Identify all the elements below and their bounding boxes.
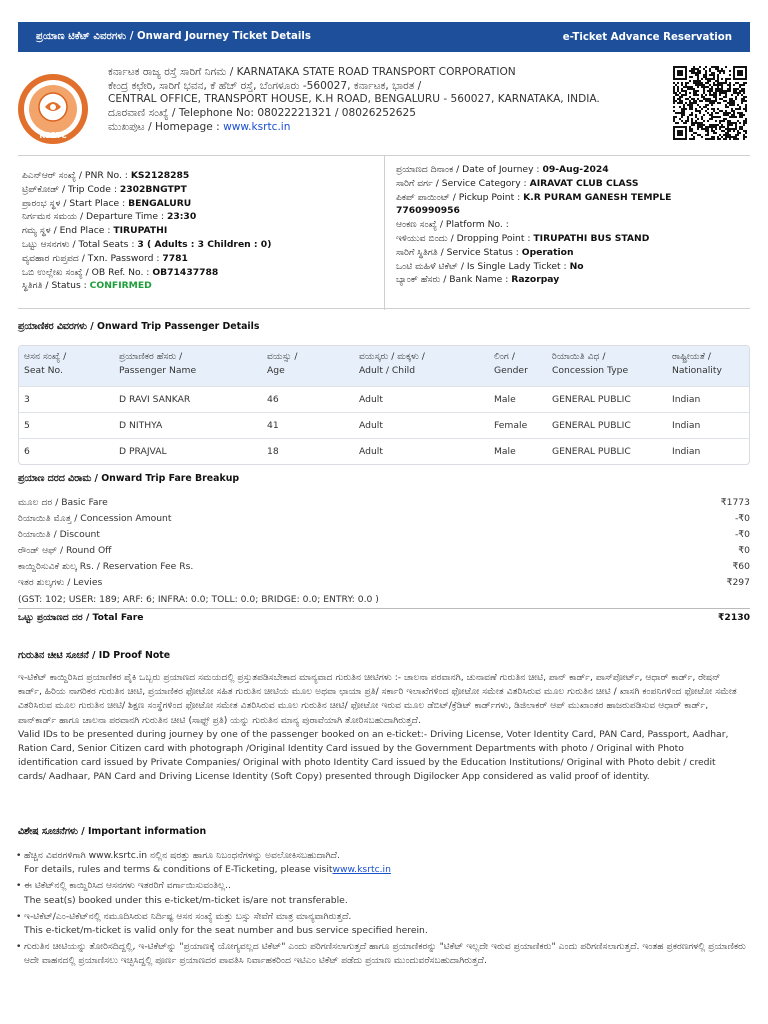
important-list [16,849,748,971]
detail-value: TIRUPATHI BUS STAND [533,232,650,244]
detail-label: ಟ್ರಿಪ್‌ಕೋಡ್ / Trip Code : [22,183,120,195]
fare-label: ಇತರ ಶುಲ್ಕಗಳು / Levies [18,577,103,589]
info-kn: ಹೆಚ್ಚಿನ ವಿವರಗಳಿಗಾಗಿ www.ksrtc.in ನಲ್ಲಿನ ಷರತ್ತು ಹಾಗೂ ನಿಬಂಧನೆಗಳನ್ನು ಅವಲೋಕಿಸಬಹುದಾಗಿದೆ. [24,850,340,861]
table-cell: Indian [667,386,749,412]
fare-breakup [18,495,750,623]
journey-details [18,155,750,309]
fare-value: ₹60 [732,561,750,573]
detail-value: 7781 [162,252,188,264]
org-telephone: ದೂರವಾಣಿ ಸಂಖ್ಯೆ / Telephone No: 08022221321 / 08026252625 [108,107,416,120]
table-cell: Adult [354,386,489,412]
details-divider [384,156,385,310]
detail-label: ನಿರ್ಗಮನ ಸಮಯ / Departure Time : [22,211,167,223]
detail-label: ಇಳಿಯುವ ಬಿಂದು / Dropping Point : [396,232,534,244]
detail-label: ಒಂಟಿ ಮಹಿಳೆ ಟಿಕೆಟ್ / Is Single Lady Ticket : [396,260,570,272]
info-en: This e-ticket/m-ticket is valid only for the seat number and bus service specified herein. [24,925,428,937]
header-title: ಪ್ರಯಾಣ ಟಿಕೆಟ್ ವಿವರಗಳು / Onward Journey Ticket Details [36,31,311,42]
fare-row [18,527,750,543]
table-cell: 41 [262,412,354,438]
detail-label: ಪಿಎನ್ಆರ್ ಸಂಖ್ಯೆ / PNR No. : [22,170,131,181]
detail-row [396,273,671,287]
fare-label: ಕಾಯ್ದಿರಿಸುವಿಕೆ ಶುಲ್ಕ Rs. / Reservation Fee Rs. [18,561,194,573]
table-cell: 18 [262,438,354,464]
fare-value: ₹297 [726,577,750,589]
passenger-table [18,345,750,465]
gst-breakup: (GST: 102; USER: 189; ARF: 6; INFRA: 0.0; TOLL: 0.0; BRIDGE: 0.0; ENTRY: 0.0 ) [18,593,379,605]
detail-label: ಆಂಕಣ ಸಂಖ್ಯೆ / Platform No. : [396,219,509,231]
total-fare-row [18,608,750,623]
org-address-kn: ಕೇಂದ್ರ ಕಛೇರಿ, ಸಾರಿಗೆ ಭವನ, ಕೆ ಹೆಚ್ ರಸ್ತೆ, ಬೆಂಗಳೂರು -560027, ಕರ್ನಾಟಕ, ಭಾರತ / [108,79,422,92]
table-row [19,386,749,412]
table-cell: Indian [667,438,749,464]
table-cell: 3 [19,386,114,412]
column-header: ವಯಸ್ಸು / Age [262,346,354,386]
info-kn: ಗುರುತಿನ ಚೀಟಿಯನ್ನು ತೋರಿಸದಿದ್ದಲ್ಲಿ, ಇ-ಟಿಕೆಟ್‌ನ್ನು "ಪ್ರಯಾಣಕ್ಕೆ ಯೋಗ್ಯವಲ್ಲದ ಟಿಕೆಟ್" ಎಂದು ಪರಿಗಣಿಸಲಾಗುತ್ತದೆ ಹಾಗೂ ಪ್ರಯಾಣಿಕರನ್ನು "ಟಿಕೆಟ್ ಇಲ್ಲದೇ ಇರುವ ಪ್ರಯಾಣಿಕರು" ಎಂದು ಪರಿಗಣಿಸಲಾಗುತ್ತದೆ. ಇಂತಹ ಪ್ರಕರಣಗಳಲ್ಲಿ ಪ್ರಯಾಣಿಕರು ಆದೇ ವಾಹನದಲ್ಲಿ ಪ್ರಯಾಣಿಸಲು ಇಚ್ಛಿಸಿದ್ದಲ್ಲಿ ಪೂರ್ಣ ಪ್ರಯಾಣದರ ಪಾವತಿಸಿ ನಿರ್ವಾಹಕರಿಂದ ಇಟಿಎಂ ಟಿಕೆಟ್ ಪಡೆದು ಪ್ರಯಾಣ ಮುಂದುವರೆಸಬಹುದಾಗಿರುತ್ತದೆ. [24,941,746,967]
info-kn: ಇ-ಟಿಕೆಟ್/ಎಂ-ಟಿಕೆಟ್‌ನಲ್ಲಿ ನಮೂದಿಸಿರುವ ನಿರ್ದಿಷ್ಟ ಆಸನ ಸಂಖ್ಯೆ ಮತ್ತು ಬಸ್ಸು ಸೇವೆಗೆ ಮಾತ್ರ ಮಾನ್ಯವಾಗಿರುತ್ತದೆ. [24,910,352,922]
detail-value: BENGALURU [128,197,192,209]
detail-row [396,163,671,177]
detail-row [22,169,271,183]
column-header: ಪ್ರಯಾಣಿಕರ ಹೆಸರು / Passenger Name [114,346,262,386]
fare-value: -₹0 [734,513,750,525]
qr-code [673,66,747,140]
logo-text: KSRTC [39,131,67,140]
detail-row [396,260,671,274]
id-proof-kn: ಇ-ಟಿಕೆಟ್ ಕಾಯ್ದಿರಿಸಿದ ಪ್ರಯಾಣಿಕರ ಪೈಕಿ ಒಬ್ಬರು ಪ್ರಯಾಣದ ಸಮಯದಲ್ಲಿ ಪ್ರಸ್ತುತಪಡಿಸಬೇಕಾದ ಮಾನ್ಯವಾದ ಗುರುತಿನ ಚೀಟಿಗಳು :- ಚಾಲನಾ ಪರವಾನಗಿ, ಚುನಾವಣೆ ಗುರುತಿನ ಚೀಟಿ, ಪಾನ್ ಕಾರ್ಡ್, ಪಾಸ್‌ಪೋರ್ಟ್, ಆಧಾರ್ ಕಾರ್ಡ್, ರೇಷನ್ ಕಾರ್ಡ್, ಹಿರಿಯ ನಾಗರಿಕರ ಗುರುತಿನ ಚೀಟಿ, ಪ್ರಯಾಣಿಕರ ಫೋಟೋ ಸಹಿತ ಗುರುತಿನ ಚೀಟಿಯ ಮೂಲ ಅಥವಾ ಛಾಯಾ ಪ್ರತಿ/ ಸರ್ಕಾರಿ ಇಲಾಖೆಗಳಿಂದ ಫೋಟೋ ಸಮೇತ ವಿತರಿಸಿರುವ ಮೂಲ ಗುರುತಿನ ಚೀಟಿ / ಖಾಸಗಿ ಕಂಪನಿಗಳಿಂದ ಫೋಟೋ ಸಮೇತ ವಿತರಿಸಿರುವ ಮೂಲ ಗುರುತಿನ ಚೀಟಿ/ ಶಿಕ್ಷಣ ಸಂಸ್ಥೆಗಳಿಂದ ಫೋಟೋ ಸಮೇತ ವಿತರಿಸಿರುವ ಮೂಲ ಗುರುತಿನ ಚೀಟಿ/ ಫೋಟೋ ಇರುವ ಮೂಲ ಡೆಬಿಟ್/ಕ್ರೆಡಿಟ್ ಕಾರ್ಡ್‌ಗಳು, ಡಿಜಿಲಾಕರ್ ಆಪ್ ಮುಖಾಂತರ ಹಾಜರುಪಡಿಸುವ ಆಧಾರ್ ಕಾರ್ಡ್, ಪಾನ್‌ಕಾರ್ಡ್ ಹಾಗೂ ಚಾಲನಾ ಪರವಾನಗಿ ಗುರುತಿನ ಚೀಟಿ (ಸಾಫ್ಟ್ ಪ್ರತಿ) ಯನ್ನು ಗುರುತಿನ ಮಾನ್ಯ ಪುರಾವೆಯಾಗಿ ತೋರಿಸಬಹುದಾಗಿರುತ್ತದೆ. [18,672,737,726]
column-header: ರಾಷ್ಟ್ರೀಯತೆ / Nationality [667,346,749,386]
fare-row [18,559,750,575]
table-cell: 6 [19,438,114,464]
fare-label: ರೌಂಡ್ ಆಫ್ / Round Off [18,545,112,557]
org-homepage: ಮುಖಪುಟ / Homepage : www.ksrtc.in [108,120,291,133]
detail-value: 3 ( Adults : 3 Children : 0) [137,238,272,250]
detail-label: ಸ್ಥಿತಿಗತಿ / Status : [22,280,90,292]
important-title: ವಿಶೇಷ ಸೂಚನೆಗಳು / Important information [18,826,207,837]
detail-value: K.R PURAM GANESH TEMPLE [523,191,672,203]
fare-value: ₹0 [738,545,750,557]
id-proof-en: Valid IDs to be presented during journey by one of the passenger booked on an e-ticket:- Driving License, Voter Identity Card, PAN Card, Passport, Aadhar, Ration Card, Senior Citizen card with photograph /Original Identity Card issued by the Government Departments with photo / Original with Photo identification card issued by Private Companies/ Original with photo Identity Card issued by the Education Institutions/ Original with Photo debit / credit cards/ Aadhaar, PAN Card and Driving License Identity (Soft Copy) presented through Digilocker App considered as valid proof of identity. [18,728,729,783]
detail-row [396,232,671,246]
total-fare-value: ₹2130 [718,611,750,623]
detail-value: No [569,260,584,272]
detail-row [396,204,671,218]
detail-row [22,279,271,293]
detail-row [22,210,271,224]
table-cell: Male [489,438,547,464]
detail-row [396,218,671,232]
detail-label: ಪ್ರಯಾಣದ ದಿನಾಂಕ / Date of Journey : [396,164,543,175]
detail-value: AIRAVAT CLUB CLASS [529,177,639,189]
column-header: ಆಸನ ಸಂಖ್ಯೆ / Seat No. [19,346,114,386]
ksrtc-logo [16,72,90,146]
detail-value: 7760990956 [396,205,460,217]
fare-value: ₹1773 [720,497,750,508]
detail-label: ಪ್ರಾರಂಭ ಸ್ಥಳ / Start Place : [22,197,129,209]
detail-row [22,183,271,197]
detail-label: ಪಿಕಪ್ ಪಾಯಿಂಟ್ / Pickup Point : [396,191,524,203]
table-row [19,412,749,438]
detail-label: ಒಟ್ಟು ಆಸನಗಳು / Total Seats : [22,238,138,250]
left-details [22,169,271,293]
table-row [19,438,749,464]
header-reservation-type: e-Ticket Advance Reservation [562,31,732,43]
fare-label: ರಿಯಾಯಿತಿ / Discount [18,529,100,541]
detail-value: OB71437788 [152,266,219,278]
table-cell: D RAVI SANKAR [114,386,262,412]
detail-label: ವ್ಯವಹಾರ ಗುಪ್ತಪದ / Txn. Password : [22,252,163,264]
homepage-link[interactable]: www.ksrtc.in [223,120,291,133]
info-en: The seat(s) booked under this e-ticket/m-ticket is/are not transferable. [24,894,348,906]
table-cell: Adult [354,438,489,464]
detail-row [22,266,271,280]
fare-section-title: ಪ್ರಯಾಣ ದರದ ವಿರಾಮ / Onward Trip Fare Breakup [18,473,240,484]
detail-value: TIRUPATHI [113,225,168,237]
fare-label: ರಿಯಾಯಿತಿ ಮೊತ್ತ / Concession Amount [18,513,172,525]
detail-label: ಒಬಿ ಉಲ್ಲೇಖ ಸಂಖ್ಯೆ / OB Ref. No. : [22,266,153,278]
column-header: ರಿಯಾಯಿತಿ ವಿಧ / Concession Type [547,346,667,386]
passenger-section-title: ಪ್ರಯಾಣಿಕರ ವಿವರಗಳು / Onward Trip Passenger Details [18,321,260,332]
table-cell: GENERAL PUBLIC [547,412,667,438]
id-proof-note [18,671,746,785]
right-details [396,163,671,287]
detail-row [22,238,271,252]
passenger-table-header [19,346,749,386]
list-item [16,940,748,968]
org-address [108,66,600,135]
table-cell: 46 [262,386,354,412]
info-kn: ಈ ಟಿಕೆಟ್‌ನಲ್ಲಿ ಕಾಯ್ದಿರಿಸಿದ ಆಸನಗಳು ಇತರರಿಗೆ ವರ್ಗಾಯಿಸುವಂತಿಲ್ಲ.. [24,880,231,892]
table-cell: GENERAL PUBLIC [547,438,667,464]
table-cell: GENERAL PUBLIC [547,386,667,412]
ksrtc-link[interactable]: www.ksrtc.in [332,864,391,876]
table-cell: Indian [667,412,749,438]
fare-value: -₹0 [734,529,750,541]
detail-label: ಗಮ್ಯ ಸ್ಥಳ / End Place : [22,225,114,237]
detail-row [22,197,271,211]
ticket-header-bar [18,22,750,52]
column-header: ವಯಸ್ಕರು / ಮಕ್ಕಳು / Adult / Child [354,346,489,386]
detail-label: ಬ್ಯಾಂಕ್ ಹೆಸರು / Bank Name : [396,274,512,286]
table-cell: D PRAJVAL [114,438,262,464]
org-address-en: CENTRAL OFFICE, TRANSPORT HOUSE, K.H ROAD, BENGALURU - 560027, KARNATAKA, INDIA. [108,93,600,106]
fare-row [18,543,750,559]
detail-value: 2302BNGTPT [119,183,187,195]
detail-value: KS2128285 [130,170,190,181]
detail-value: Operation [521,246,574,258]
org-block [16,66,756,146]
fare-row [18,575,750,591]
detail-label: ಸಾರಿಗೆ ವರ್ಗ / Service Category : [396,177,530,189]
detail-value: Razorpay [511,274,560,286]
table-cell: Female [489,412,547,438]
fare-row [18,511,750,527]
detail-label: ಸಾರಿಗೆ ಸ್ಥಿತಿಗತಿ / Service Status : [396,246,522,258]
detail-row [22,224,271,238]
table-cell: D NITHYA [114,412,262,438]
detail-row [22,252,271,266]
org-name: ಕರ್ನಾಟಕ ರಾಜ್ಯ ರಸ್ತೆ ಸಾರಿಗೆ ನಿಗಮ / KARNATAKA STATE ROAD TRANSPORT CORPORATION [108,66,516,78]
id-proof-title: ಗುರುತಿನ ಚೀಟಿ ಸೂಚನೆ / ID Proof Note [18,650,171,661]
table-cell: Male [489,386,547,412]
list-item [16,910,748,938]
status-value: CONFIRMED [89,280,152,292]
detail-value: 09-Aug-2024 [542,164,609,175]
detail-row [396,177,671,191]
detail-row [396,246,671,260]
table-cell: 5 [19,412,114,438]
table-cell: Adult [354,412,489,438]
detail-value: 23:30 [166,211,197,223]
fare-row [18,495,750,511]
info-en: For details, rules and terms & conditions of E-Ticketing, please visitwww.ksrtc.in [24,864,391,876]
list-item [16,849,748,877]
fare-label: ಮೂಲ ದರ / Basic Fare [18,497,108,508]
list-item [16,879,748,907]
total-fare-label: ಒಟ್ಟು ಪ್ರಯಾಣದ ದರ / Total Fare [18,611,144,623]
column-header: ಲಿಂಗ / Gender [489,346,547,386]
detail-row [396,191,671,205]
